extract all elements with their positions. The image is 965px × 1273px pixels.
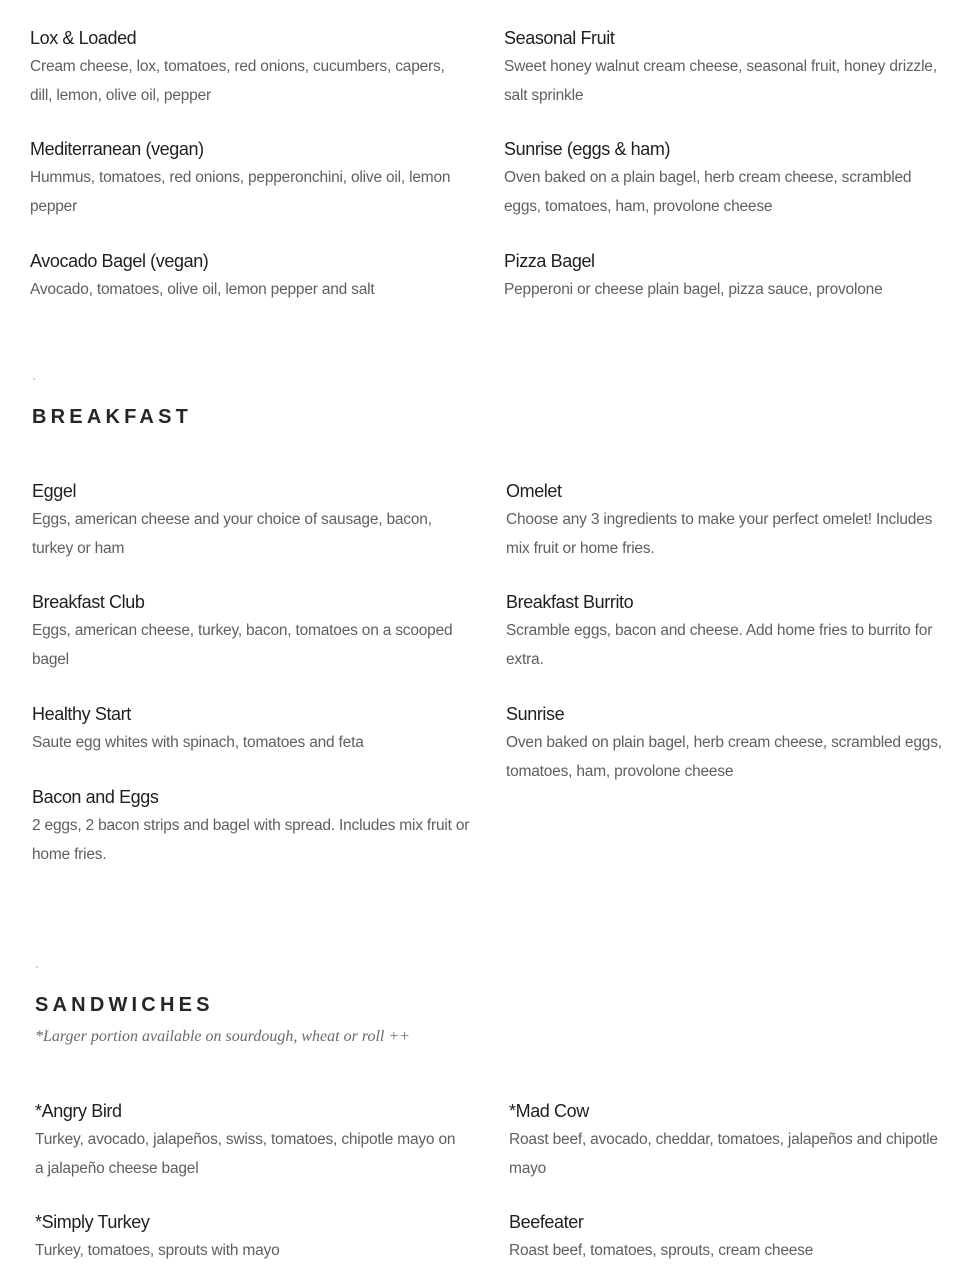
section-heading-breakfast: BREAKFAST [32,406,193,428]
item-name: *Angry Bird [35,1101,122,1121]
section-divider-dot [33,378,35,380]
menu-item [30,27,470,110]
item-name: Seasonal Fruit [504,28,615,48]
item-name: Avocado Bagel (vegan) [30,251,209,271]
menu-item [506,591,942,674]
menu-item [504,27,944,110]
menu-item [30,250,470,305]
item-name: Sunrise (eggs & ham) [504,139,671,159]
item-description: Eggs, american cheese and your choice of sausage, bacon, turkey or ham [32,511,432,557]
item-name: Eggel [32,481,77,501]
item-description: Sweet honey walnut cream cheese, seasonal fruit, honey drizzle, salt sprinkle [504,58,937,104]
item-name: *Mad Cow [509,1101,589,1121]
item-description: Eggs, american cheese, turkey, bacon, tomatoes on a scooped bagel [32,622,453,668]
item-name: Sunrise [506,704,565,724]
item-description: Pepperoni or cheese plain bagel, pizza sauce, provolone [504,281,883,298]
item-name: Beefeater [509,1212,584,1232]
item-description: Saute egg whites with spinach, tomatoes and feta [32,734,364,751]
menu-item [32,480,472,563]
menu-item [32,591,472,674]
item-description: Turkey, avocado, jalapeños, swiss, tomatoes, chipotle mayo on a jalapeño cheese bagel [35,1131,456,1177]
item-name: Omelet [506,481,562,501]
menu-item [32,786,472,869]
section-note: *Larger portion available on sourdough, wheat or roll ++ [35,1028,410,1045]
item-description: Turkey, tomatoes, sprouts with mayo [35,1242,280,1259]
item-name: Mediterranean (vegan) [30,139,204,159]
item-name: Breakfast Burrito [506,592,634,612]
menu-item [506,480,942,563]
section-divider-dot [36,966,38,968]
menu-item [35,1100,465,1183]
item-description: Scramble eggs, bacon and cheese. Add home fries to burrito for extra. [506,622,933,668]
item-name: Healthy Start [32,704,131,724]
section-heading-sandwiches: SANDWICHES [35,994,214,1016]
item-name: Bacon and Eggs [32,787,159,807]
item-name: *Simply Turkey [35,1212,150,1232]
item-description: Cream cheese, lox, tomatoes, red onions, cucumbers, capers, dill, lemon, olive oil, pepper [30,58,445,104]
item-name: Breakfast Club [32,592,145,612]
item-description: Roast beef, tomatoes, sprouts, cream cheese [509,1242,814,1259]
menu-item [32,703,472,758]
menu-item [35,1211,475,1266]
menu-item [509,1211,949,1266]
item-description: Avocado, tomatoes, olive oil, lemon pepper and salt [30,281,375,298]
menu-item [504,250,944,305]
menu-item [509,1100,939,1183]
item-description: Choose any 3 ingredients to make your perfect omelet! Includes mix fruit or home fries. [506,511,933,557]
item-name: Lox & Loaded [30,28,137,48]
menu-item [30,138,470,221]
item-description: Roast beef, avocado, cheddar, tomatoes, jalapeños and chipotle mayo [509,1131,938,1177]
menu-item [506,703,942,786]
item-description: Oven baked on plain bagel, herb cream cheese, scrambled eggs, tomatoes, ham, provolone cheese [506,734,942,780]
item-description: Hummus, tomatoes, red onions, pepperonchini, olive oil, lemon pepper [30,169,451,215]
menu-item [504,138,949,221]
item-name: Pizza Bagel [504,251,595,271]
item-description: Oven baked on a plain bagel, herb cream cheese, scrambled eggs, tomatoes, ham, provolone cheese [504,169,912,215]
item-description: 2 eggs, 2 bacon strips and bagel with spread. Includes mix fruit or home fries. [32,817,470,863]
